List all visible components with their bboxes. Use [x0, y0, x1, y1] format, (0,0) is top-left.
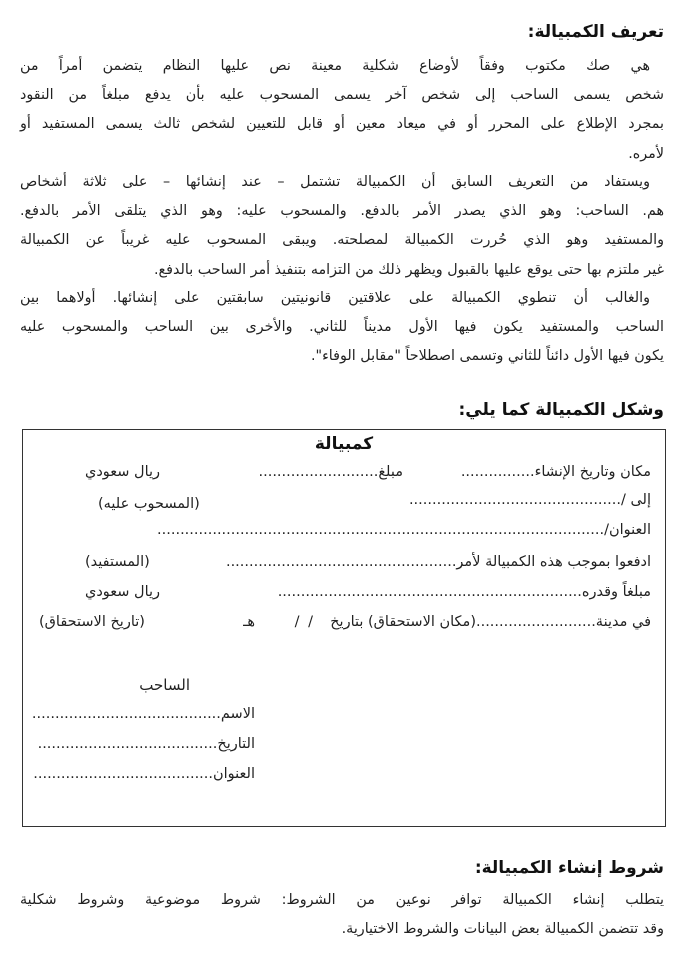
text-line: غير ملتزم بها حتى يوقع عليها بالقبول ويظهر ذلك من التزامه بتنفيذ أمر الساحب بالدفع. — [154, 261, 664, 278]
amount-field: مبلغ.......................... — [258, 464, 403, 480]
definition-heading: تعريف الكمبيالة: — [527, 22, 664, 42]
definition-paragraph-2 — [20, 168, 664, 285]
currency-label: ريال سعودي — [85, 464, 161, 480]
form-shape-heading: وشكل الكمبيالة كما يلي: — [458, 400, 664, 420]
due-place-field: في مدينة..........................(مكان الاستحقاق) بتاريخ — [330, 614, 651, 630]
form-title: كمبيالة — [314, 434, 374, 454]
beneficiary-label: (المستفيد) — [85, 554, 150, 570]
text-line: هم. الساحب: وهو الذي يصدر الأمر بالدفع. والمسحوب عليه: وهو الذي يتلقى الأمر بالدفع. — [20, 203, 664, 220]
drawee-label: (المسحوب عليه) — [98, 496, 200, 512]
due-date-slashes: / / — [294, 614, 315, 630]
address-field: العنوان/................................................................................................. — [157, 522, 651, 538]
text-line: ويستفاد من التعريف السابق أن الكمبيالة تشتمل – عند إنشائها – على ثلاثة أشخاص — [20, 174, 650, 190]
text-line: والغالب أن تنطوي الكمبيالة على علاقتين قانونيتين سابقتين على إنشائها. أولاهما بين — [20, 290, 650, 306]
text-line: هي صك مكتوب وفقاً لأوضاع شكلية معينة نص عليها النظام يتضمن أمراً من — [20, 58, 650, 74]
currency-label-2: ريال سعودي — [85, 584, 161, 600]
text-line: لأمره. — [628, 145, 664, 162]
text-line: بمجرد الإطلاع على المحرر أو في ميعاد معين أو قابل للتعيين لشخص ثالث يسمى المستفيد أو — [20, 116, 664, 133]
drawee-to-field: إلى /.............................................. — [408, 492, 651, 508]
bill-of-exchange-form — [22, 429, 666, 827]
drawer-name-field: الاسم......................................... — [31, 706, 255, 722]
text-line: الساحب والمستفيد يكون فيها الأول مديناً للثاني. والأخرى بين الساحب والمسحوب عليه — [20, 319, 664, 336]
text-line: يتطلب إنشاء الكمبيالة توافر نوعين من الشروط: شروط موضوعية وشروط شكلية — [20, 892, 664, 908]
definition-paragraph-3 — [20, 284, 664, 372]
issue-place-date-field: مكان وتاريخ الإنشاء................ — [460, 464, 651, 480]
conditions-heading: شروط إنشاء الكمبيالة: — [474, 858, 664, 878]
amount-in-words-field: مبلغاً وقدره.................................................................. — [277, 584, 651, 600]
text-line: وقد تتضمن الكمبيالة بعض البيانات والشروط الاختيارية. — [341, 921, 664, 938]
drawer-date-field: التاريخ....................................... — [37, 736, 255, 752]
definition-paragraph-1 — [20, 52, 664, 169]
drawer-signature-title: الساحب — [139, 676, 190, 694]
conditions-paragraph — [20, 886, 664, 944]
hijri-marker: هـ — [243, 614, 255, 630]
drawer-address-field: العنوان....................................... — [33, 766, 255, 782]
due-date-label: (تاريخ الاستحقاق) — [39, 614, 145, 630]
text-line: يكون فيها الأول دائناً للثاني وتسمى اصطلاحاً "مقابل الوفاء". — [310, 348, 664, 365]
text-line: شخص يسمى الساحب إلى شخص آخر يسمى المسحوب عليه بأن يدفع مبلغاً من النقود — [20, 87, 664, 104]
text-line: والمستفيد وهو الذي حُررت الكمبيالة لمصلحته. ويبقى المسحوب عليه غريباً عن الكمبيالة — [20, 232, 664, 249]
pay-to-order-field: ادفعوا بموجب هذه الكمبيالة لأمر.................................................. — [225, 554, 651, 570]
